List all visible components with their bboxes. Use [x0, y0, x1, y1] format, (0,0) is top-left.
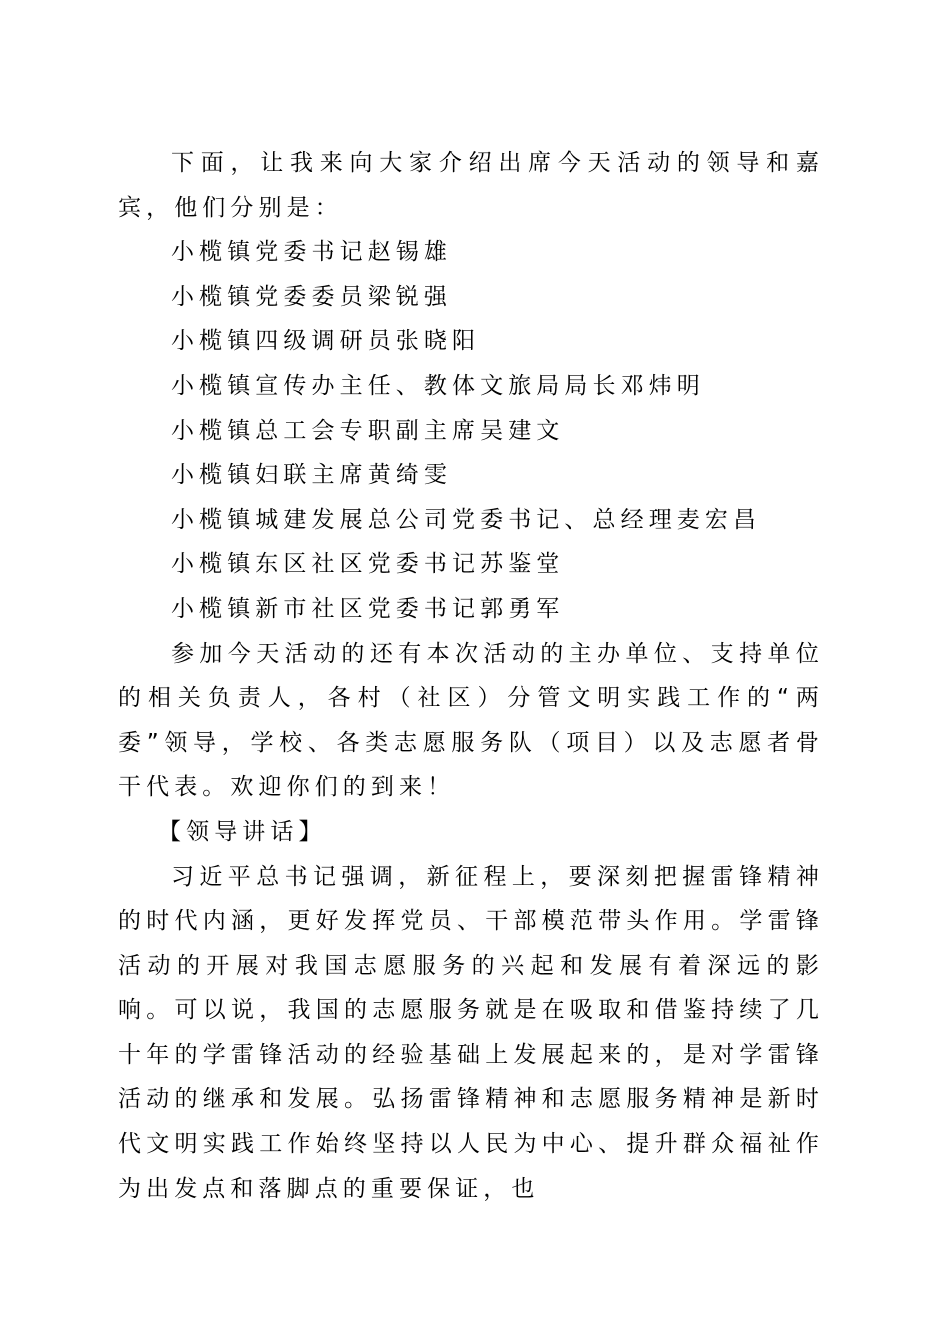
- document-page: [118, 141, 824, 1211]
- guest-item: 小榄镇总工会专职副主席吴建文: [171, 417, 565, 444]
- section-heading: 【领导讲话】: [158, 818, 327, 845]
- guest-item: 小榄镇四级调研员张晓阳: [171, 328, 481, 355]
- guest-item: 小榄镇东区社区党委书记苏鉴堂: [171, 551, 565, 578]
- guest-item: 小榄镇宣传办主任、教体文旅局局长邓炜明: [171, 372, 705, 399]
- guest-item: 小榄镇城建发展总公司党委书记、总经理麦宏昌: [171, 506, 762, 533]
- attendees-paragraph: 参加今天活动的还有本次活动的主办单位、支持单位的相关负责人，各村（社区）分管文明实践工作的“两委”领导，学校、各类志愿服务队（项目）以及志愿者骨干代表。欢迎你们的到来！: [118, 640, 824, 801]
- guest-list: [118, 230, 824, 631]
- speech-paragraph: 习近平总书记强调，新征程上，要深刻把握雷锋精神的时代内涵，更好发挥党员、干部模范带头作用。学雷锋活动的开展对我国志愿服务的兴起和发展有着深远的影响。可以说，我国的志愿服务就是在吸取和借鉴持续了几十年的学雷锋活动的经验基础上发展起来的，是对学雷锋活动的继承和发展。弘扬雷锋精神和志愿服务精神是新时代文明实践工作始终坚持以人民为中心、提升群众福祉作为出发点和落脚点的重要保证，也: [118, 863, 824, 1202]
- intro-paragraph: 下面，让我来向大家介绍出席今天活动的领导和嘉宾，他们分别是：: [118, 150, 824, 221]
- guest-item: 小榄镇妇联主席黄绮雯: [171, 462, 452, 489]
- guest-item: 小榄镇新市社区党委书记郭勇军: [171, 595, 565, 622]
- guest-item: 小榄镇党委委员梁锐强: [171, 283, 452, 310]
- guest-item: 小榄镇党委书记赵锡雄: [171, 239, 452, 266]
